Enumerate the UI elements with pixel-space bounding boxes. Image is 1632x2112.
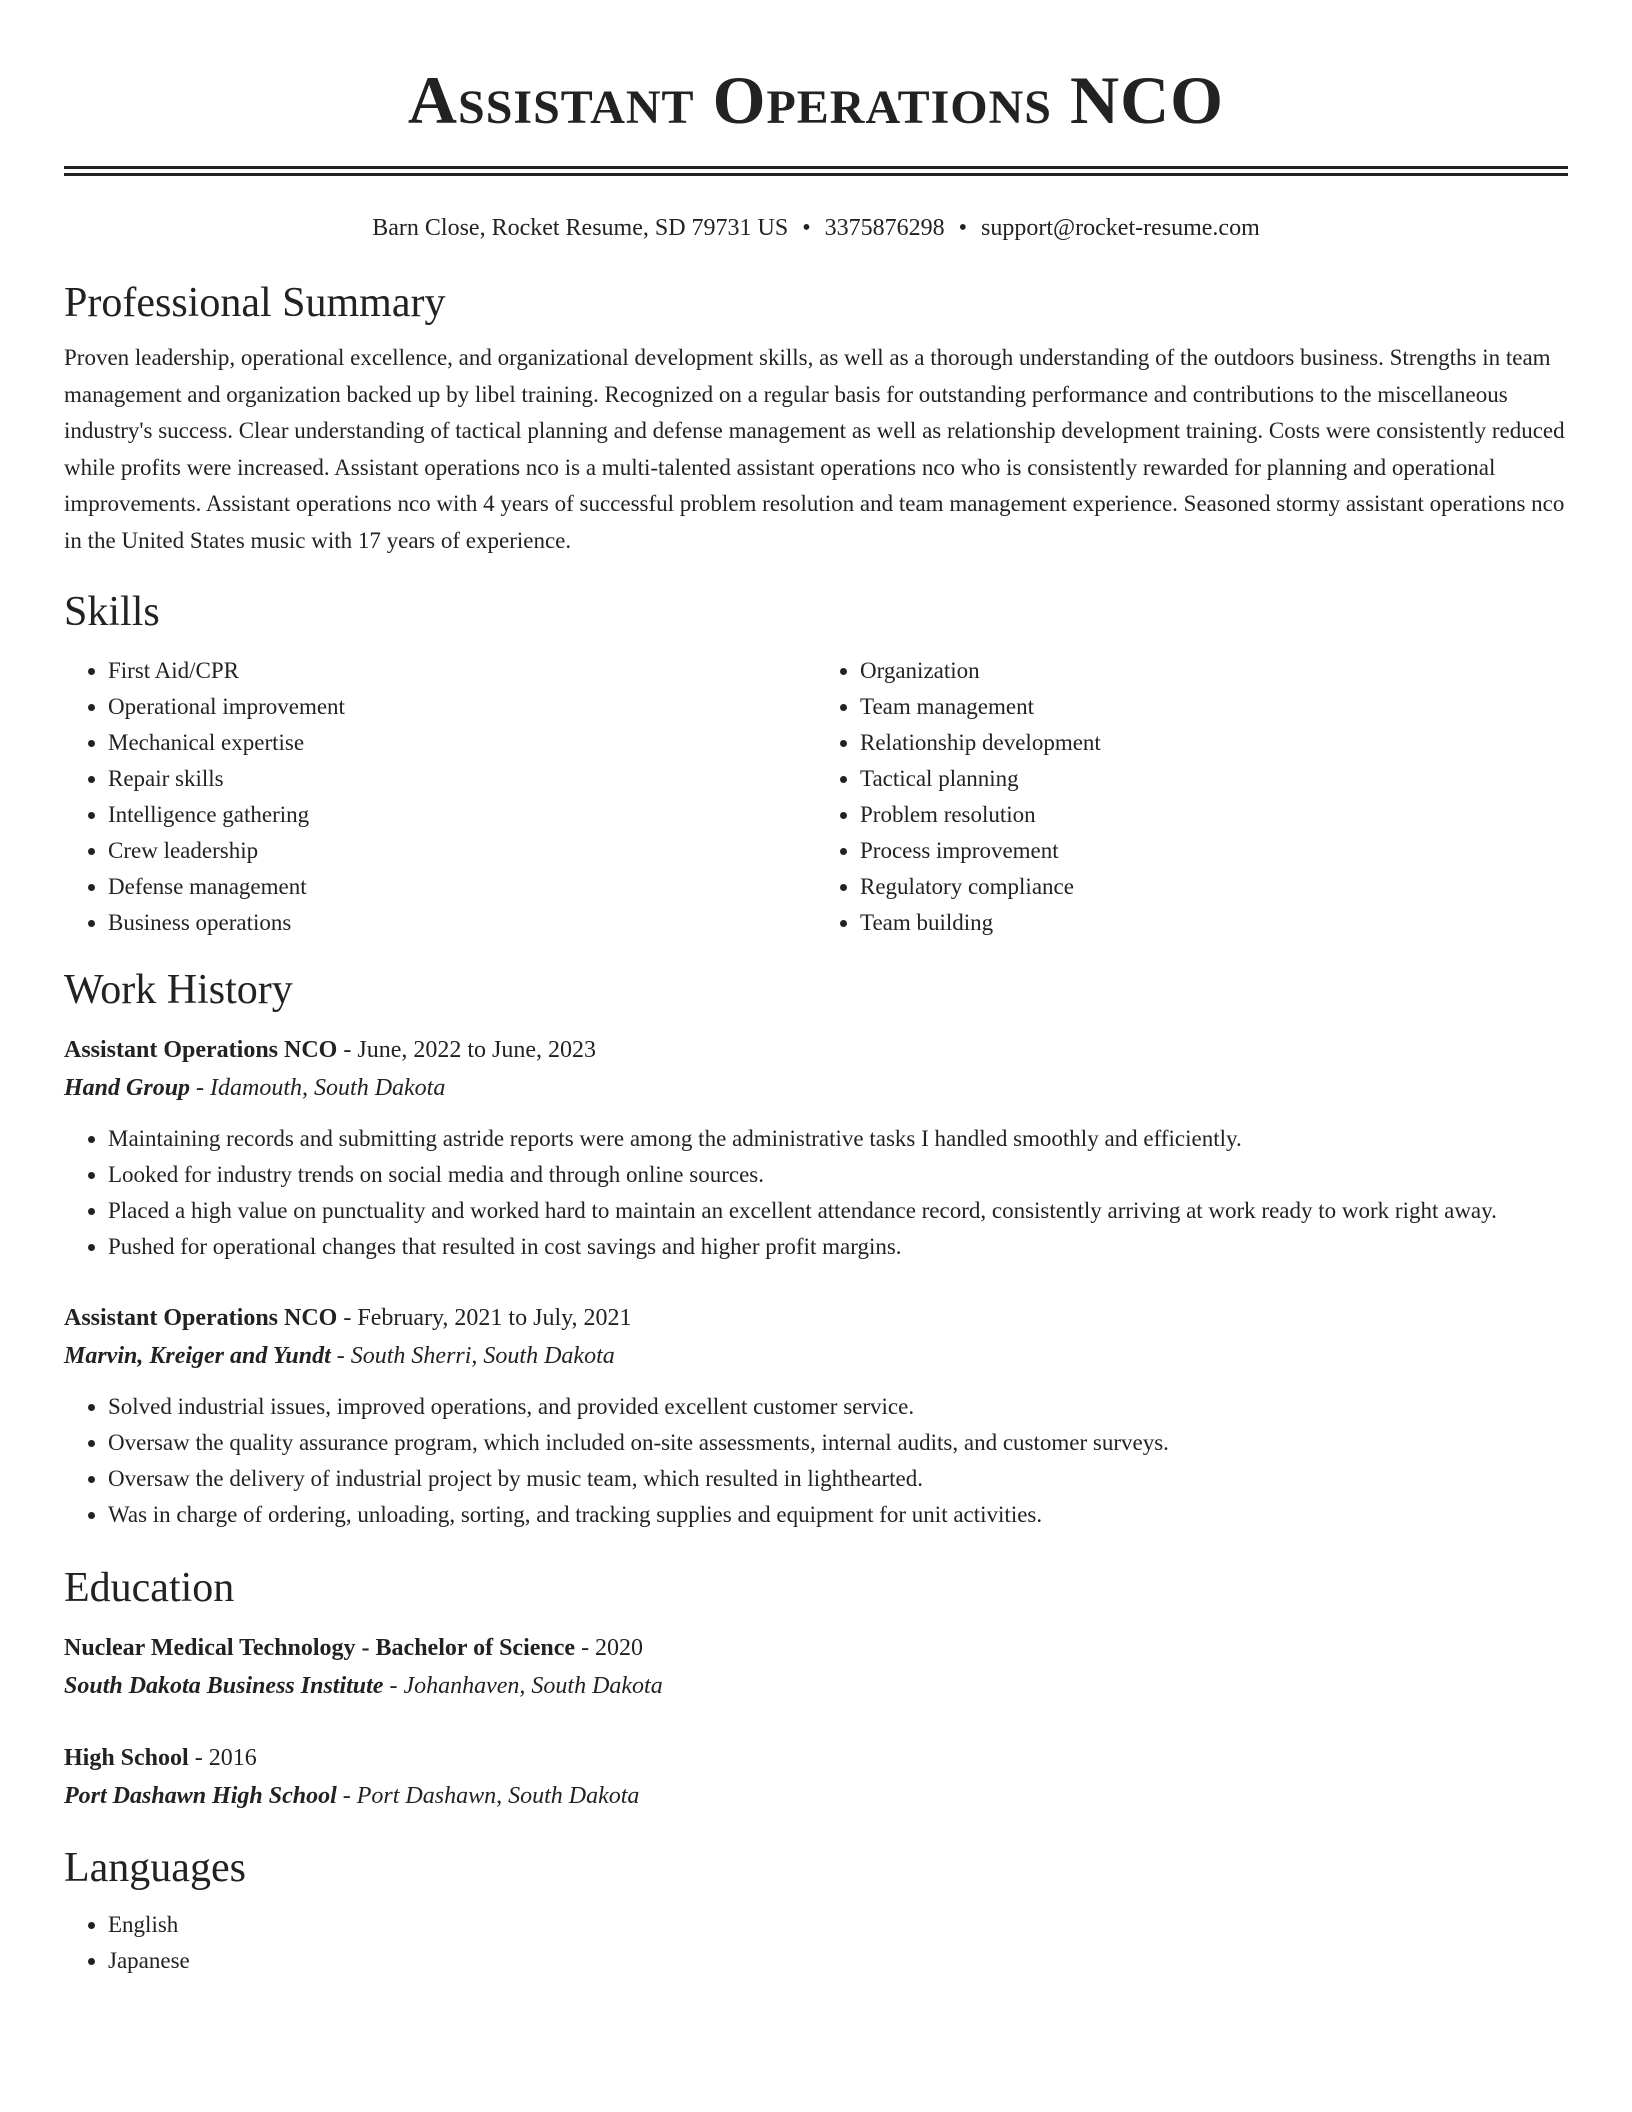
language-item: • English bbox=[108, 1907, 1568, 1943]
skill-item: • Intelligence gathering bbox=[108, 797, 816, 833]
summary-heading: Professional Summary bbox=[64, 280, 446, 326]
graduation-year: - 2016 bbox=[188, 1745, 257, 1771]
contact-line bbox=[64, 212, 1568, 244]
job-bullet: • Looked for industry trends on social media and through online sources. bbox=[108, 1157, 1568, 1193]
job-bullet: • Oversaw the quality assurance program, which included on-site assessments, internal audits, and customer surveys. bbox=[108, 1425, 1568, 1461]
languages-section bbox=[64, 1843, 1568, 1979]
job-bullet: • Solved industrial issues, improved operations, and provided excellent customer service. bbox=[108, 1389, 1568, 1425]
job-bullet: • Placed a high value on punctuality and worked hard to maintain an excellent attendance record, consistently arriving at work ready to work right away. bbox=[108, 1193, 1568, 1229]
skill-item: • Business operations bbox=[108, 905, 816, 941]
job-company: Marvin, Kreiger and Yundt bbox=[64, 1343, 331, 1369]
school-location: - Port Dashawn, South Dakota bbox=[336, 1783, 640, 1809]
skill-item: • Problem resolution bbox=[860, 797, 1568, 833]
skill-item: • Regulatory compliance bbox=[860, 869, 1568, 905]
skills-columns bbox=[64, 653, 1568, 941]
graduation-year: - 2020 bbox=[575, 1635, 644, 1661]
school-location: - Johanhaven, South Dakota bbox=[383, 1673, 663, 1699]
job-entry bbox=[64, 1299, 1568, 1533]
contact-address: Barn Close, Rocket Resume, SD 79731 US bbox=[372, 215, 789, 241]
skill-item: • Team building bbox=[860, 905, 1568, 941]
languages-heading: Languages bbox=[64, 1845, 246, 1891]
job-location: - Idamouth, South Dakota bbox=[190, 1075, 446, 1101]
job-title: Assistant Operations NCO bbox=[64, 1037, 338, 1063]
job-bullet: • Pushed for operational changes that resulted in cost savings and higher profit margins. bbox=[108, 1229, 1568, 1265]
job-bullets bbox=[64, 1389, 1568, 1533]
language-item: • Japanese bbox=[108, 1943, 1568, 1979]
job-bullets bbox=[64, 1121, 1568, 1265]
candidate-name: Assistant Operations NCO bbox=[407, 62, 1225, 138]
header-divider bbox=[64, 166, 1568, 176]
job-bullet: • Was in charge of ordering, unloading, sorting, and tracking supplies and equipment for unit activities. bbox=[108, 1497, 1568, 1533]
education-entry bbox=[64, 1739, 1568, 1815]
skill-item: • First Aid/CPR bbox=[108, 653, 816, 689]
skill-item: • Mechanical expertise bbox=[108, 725, 816, 761]
education-heading: Education bbox=[64, 1565, 235, 1611]
school-line bbox=[64, 1667, 1568, 1705]
job-title-line bbox=[64, 1031, 1568, 1069]
job-title-line bbox=[64, 1299, 1568, 1337]
skill-item: • Operational improvement bbox=[108, 689, 816, 725]
contact-phone: 3375876298 bbox=[824, 215, 945, 241]
skill-item: • Crew leadership bbox=[108, 833, 816, 869]
school-name: Port Dashawn High School bbox=[64, 1783, 337, 1809]
contact-email: support@rocket-resume.com bbox=[981, 215, 1260, 241]
contact-separator: • bbox=[958, 215, 968, 241]
job-bullet: • Maintaining records and submitting astride reports were among the administrative tasks I handled smoothly and efficiently. bbox=[108, 1121, 1568, 1157]
education-section bbox=[64, 1563, 1568, 1815]
contact-separator: • bbox=[802, 215, 811, 241]
skill-item: • Organization bbox=[860, 653, 1568, 689]
summary-text: Proven leadership, operational excellence, and organizational development skills, as well as a thorough understanding of the outdoors business. Strengths in team management and organization backed up by libel training. Recognized on a regular basis for outstanding performance and contributions to the miscellaneous industry's success. Clear understanding of tactical planning and defense management as well as relationship development training. Costs were consistently reduced while profits were increased. Assistant operations nco is a multi-talented assistant operations nco who is consistently rewarded for planning and operational improvements. Assistant operations nco with 4 years of successful problem resolution and team management experience. Seasoned stormy assistant operations nco in the United States music with 17 years of experience. bbox=[64, 345, 1565, 553]
summary-section bbox=[64, 278, 1568, 559]
skill-item: • Process improvement bbox=[860, 833, 1568, 869]
school-line bbox=[64, 1777, 1568, 1815]
job-bullet: • Oversaw the delivery of industrial project by music team, which resulted in lighthearted. bbox=[108, 1461, 1568, 1497]
job-location: - South Sherri, South Dakota bbox=[330, 1343, 615, 1369]
skill-item: • Tactical planning bbox=[860, 761, 1568, 797]
skill-item: • Team management bbox=[860, 689, 1568, 725]
skills-heading: Skills bbox=[64, 589, 160, 635]
skill-item: • Relationship development bbox=[860, 725, 1568, 761]
job-dates: - February, 2021 to July, 2021 bbox=[337, 1305, 632, 1331]
languages-list bbox=[64, 1907, 1568, 1979]
skills-section bbox=[64, 587, 1568, 941]
work-history-heading: Work History bbox=[64, 967, 293, 1013]
skills-list-right bbox=[816, 653, 1568, 941]
job-company: Hand Group bbox=[64, 1075, 191, 1101]
skill-item: • Defense management bbox=[108, 869, 816, 905]
job-company-line bbox=[64, 1069, 1568, 1107]
job-dates: - June, 2022 to June, 2023 bbox=[337, 1037, 597, 1063]
school-name: South Dakota Business Institute bbox=[64, 1673, 384, 1699]
degree-line bbox=[64, 1739, 1568, 1777]
education-entry bbox=[64, 1629, 1568, 1705]
skill-item: • Repair skills bbox=[108, 761, 816, 797]
work-history-section bbox=[64, 965, 1568, 1533]
job-title: Assistant Operations NCO bbox=[64, 1305, 338, 1331]
degree: High School bbox=[64, 1745, 189, 1771]
job-company-line bbox=[64, 1337, 1568, 1375]
skills-list-left bbox=[64, 653, 816, 941]
degree-line bbox=[64, 1629, 1568, 1667]
job-entry bbox=[64, 1031, 1568, 1265]
degree: Nuclear Medical Technology - Bachelor of Science bbox=[64, 1635, 576, 1661]
